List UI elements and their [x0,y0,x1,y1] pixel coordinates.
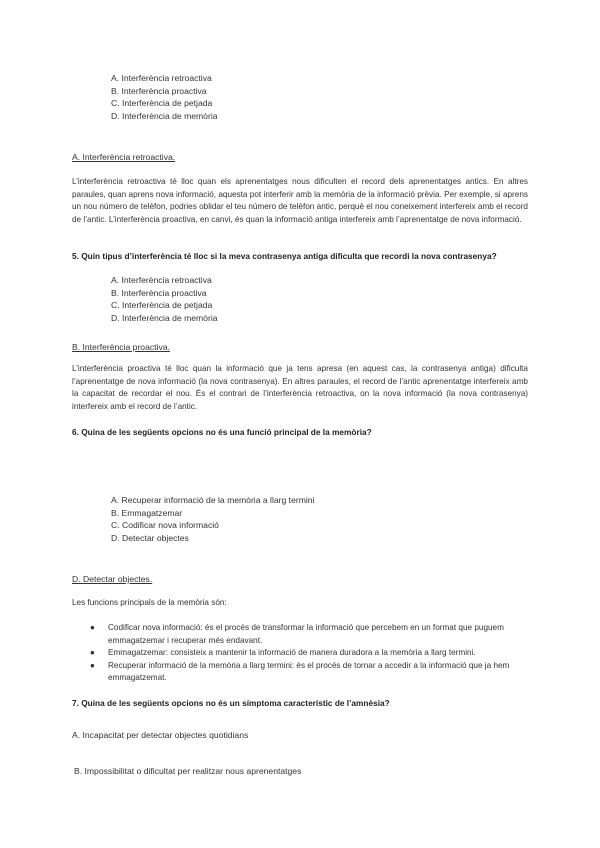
q6-option-b: B. Emmagatzemar [111,507,183,518]
question-7: 7. Quina de les següents opcions no és un símptoma característic de l’amnèsia? [72,698,390,708]
question-5: 5. Quin tipus d’interferència té lloc si la meva contrasenya antiga dificulta que recordi la nova contrasenya? [72,251,497,261]
q5-answer-label: B. Interferència proactiva. [72,342,170,352]
bullet-icon: ● [90,648,95,658]
option-d: D. Interferència de memòria [111,110,218,121]
q6-intro: Les funcions principals de la memòria són: [72,598,227,607]
q7-option-a: A. Incapacitat per detectar objectes quotidians [72,730,249,740]
bullet-icon: ● [90,623,95,632]
option-c: C. Interferència de petjada [111,98,213,108]
option-b: B. Interferència proactiva [111,85,207,96]
list-item: ● Emmagatzemar: consisteix a mantenir la informació de manera duradora a la memòria a llarg termini. [90,647,530,660]
list-item: ● Codificar nova informació: és el procés de transformar la informació que percebem en un format que puguem emmagatzemar i recuperar més endavant. [90,623,504,645]
q6-answer-label: D. Detectar objectes. [72,574,153,584]
q5-option-d: D. Interferència de memòria [111,312,218,323]
q5-option-c: C. Interferència de petjada [111,300,213,310]
q5-option-a: A. Interferència retroactiva [111,275,212,285]
list-item: ● Recuperar informació de la memòria a llarg termini: és el procés de tornar a accedir a la informació que ja hem emmagatzemat. [90,660,510,683]
q5-explanation: L’interferència proactiva té lloc quan la informació que ja tens apresa (en aquest cas, la contrasenya antiga) dificulta l’aprenentatge de nova informació (la nova contrasenya). En altres paraules, el record de l’antic aprenentatge interfereix amb la capacitat de recordar el nou. És el contrari de l’interferència retroactiva, on la nova informació (la nova contrasenya) interfereix amb el record de l’antic. [72,364,528,411]
option-a: A. Interferència retroactiva [111,73,212,83]
q5-option-b: B. Interferència proactiva [111,287,207,298]
q6-option-c: C. Codificar nova informació [111,520,219,530]
q6-option-a: A. Recuperar informació de la memòria a llarg termini [111,495,315,505]
q6-function-list [90,622,530,685]
explanation-paragraph: L’interferència retroactiva té lloc quan els aprenentatges nous dificulten el record dels aprenentatges antics. En altres paraules, quan aprens nova informació, aquesta pot interferir amb la memòria de la informació prèvia. Per exemple, si aprens un nou número de telèfon, podries oblidar el teu número de telèfon antic, perquè el nou coneixement interfereix amb el record de l’antic. L’interferència proactiva, en canvi, és quan la informació antiga interfereix amb l’aprenentatge de nova informació. [72,177,528,224]
answer-label: A. Interferència retroactiva. [72,152,176,162]
question-6: 6. Quina de les següents opcions no és una funció principal de la memòria? [72,427,372,437]
bullet-icon: ● [90,660,95,670]
q7-option-b: B. Impossibilitat o dificultat per realitzar nous aprenentatges [74,766,302,776]
q6-option-d: D. Detectar objectes [111,532,189,543]
